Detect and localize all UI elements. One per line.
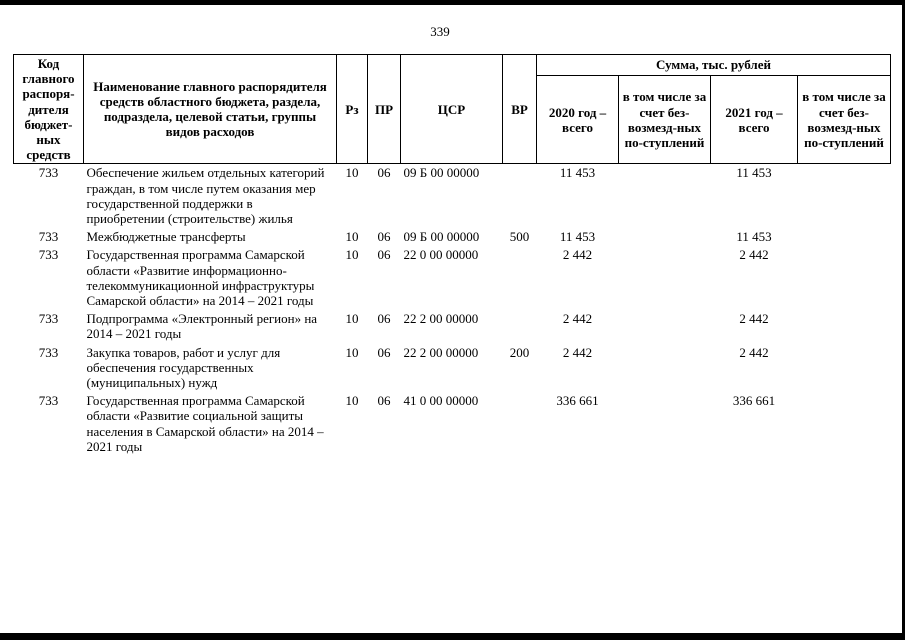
- cell-pr: 06: [377, 229, 391, 245]
- cell-csr: 22 2 00 00000: [403, 344, 479, 360]
- page-number: 339: [430, 24, 450, 39]
- table-row: [14, 310, 891, 343]
- cell-code: 733: [38, 229, 59, 245]
- header-2021-total: 2021 год – всего: [711, 76, 798, 164]
- cell-pr: 06: [377, 247, 391, 263]
- cell-2021-total: 11 453: [736, 229, 772, 245]
- cell-2020-gratuitous: [619, 344, 711, 393]
- cell-2021-total: 2 442: [739, 247, 769, 263]
- cell-name: Подпрограмма «Электронный регион» на 2014 – 2021 годы: [86, 311, 318, 342]
- cell-code: 733: [38, 393, 59, 409]
- cell-code: 733: [38, 247, 59, 263]
- table-body: [14, 164, 891, 456]
- header-code: Код главного распоря-дителя бюджет-ных средств: [14, 55, 84, 164]
- header-pr: ПР: [368, 55, 401, 164]
- cell-vr: [503, 392, 537, 456]
- cell-2021-total: 2 442: [739, 344, 769, 360]
- cell-2020-total: 11 453: [559, 165, 596, 181]
- cell-2020-total: 2 442: [562, 344, 593, 360]
- cell-2021-total: 336 661: [732, 393, 776, 409]
- cell-code: 733: [38, 311, 59, 327]
- cell-2021-gratuitous: [798, 164, 891, 228]
- cell-2021-gratuitous: [798, 310, 891, 343]
- cell-vr: [503, 164, 537, 228]
- table-row: [14, 246, 891, 310]
- table-row: [14, 344, 891, 393]
- cell-csr: 41 0 00 00000: [403, 393, 479, 409]
- cell-rz: 10: [345, 393, 359, 409]
- cell-vr: 200: [509, 344, 530, 360]
- cell-2021-gratuitous: [798, 228, 891, 246]
- cell-vr: [503, 246, 537, 310]
- cell-2021-total: 2 442: [739, 311, 769, 327]
- cell-vr: [503, 310, 537, 343]
- cell-2020-total: 2 442: [562, 247, 593, 263]
- header-name: Наименование главного распорядителя средств областного бюджета, раздела, подраздела, целевой статьи, группы видов расходов: [84, 55, 337, 164]
- cell-csr: 09 Б 00 00000: [403, 229, 480, 245]
- cell-2021-gratuitous: [798, 344, 891, 393]
- cell-pr: 06: [377, 344, 391, 360]
- table-row: [14, 392, 891, 456]
- cell-code: 733: [38, 344, 59, 360]
- header-2021-gratuitous: в том числе за счет без-возмезд-ных по-ступлений: [798, 76, 891, 164]
- cell-2021-total: 11 453: [736, 165, 772, 181]
- top-border: [0, 0, 905, 5]
- header-sum-group: Сумма, тыс. рублей: [537, 55, 891, 76]
- cell-2020-total: 336 661: [556, 393, 599, 409]
- cell-2020-gratuitous: [619, 392, 711, 456]
- cell-rz: 10: [345, 344, 359, 360]
- cell-rz: 10: [345, 311, 359, 327]
- cell-name: Закупка товаров, работ и услуг для обеспечения государственных (муниципальных) нужд: [86, 344, 281, 391]
- cell-rz: 10: [345, 247, 359, 263]
- cell-2020-total: 11 453: [559, 229, 596, 245]
- header-2020-gratuitous: в том числе за счет без-возмезд-ных по-ступлений: [619, 76, 711, 164]
- cell-2020-gratuitous: [619, 228, 711, 246]
- cell-name: Государственная программа Самарской области «Развитие информационно-телекоммуникационной инфраструктуры Самарской области» на 2014 – 2021 годы: [86, 247, 315, 309]
- cell-csr: 22 0 00 00000: [403, 247, 479, 263]
- table-row: [14, 228, 891, 246]
- cell-name: Государственная программа Самарской области «Развитие социальной защиты населения в Самарской области» на 2014 – 2021 годы: [86, 393, 324, 454]
- cell-rz: 10: [345, 229, 359, 245]
- cell-2021-gratuitous: [798, 392, 891, 456]
- table-header: [14, 55, 891, 164]
- header-rz: Рз: [337, 55, 368, 164]
- cell-csr: 09 Б 00 00000: [403, 165, 480, 181]
- cell-name: Обеспечение жильем отдельных категорий граждан, в том числе путем оказания мер государственной поддержки в приобретении (строительстве) жилья: [86, 165, 325, 227]
- cell-name: Межбюджетные трансферты: [86, 229, 246, 245]
- budget-table: [13, 54, 891, 456]
- cell-vr: 500: [509, 229, 530, 245]
- cell-2020-total: 2 442: [562, 311, 593, 327]
- cell-code: 733: [38, 165, 59, 181]
- header-vr: ВР: [503, 55, 537, 164]
- cell-csr: 22 2 00 00000: [403, 311, 479, 327]
- cell-pr: 06: [377, 165, 391, 181]
- cell-rz: 10: [345, 165, 359, 181]
- cell-2020-gratuitous: [619, 164, 711, 228]
- table-row: [14, 164, 891, 228]
- cell-2021-gratuitous: [798, 246, 891, 310]
- cell-pr: 06: [377, 311, 391, 327]
- cell-pr: 06: [377, 393, 391, 409]
- header-csr: ЦСР: [401, 55, 503, 164]
- header-2020-total: 2020 год – всего: [537, 76, 619, 164]
- bottom-border: [0, 633, 905, 640]
- cell-2020-gratuitous: [619, 310, 711, 343]
- cell-2020-gratuitous: [619, 246, 711, 310]
